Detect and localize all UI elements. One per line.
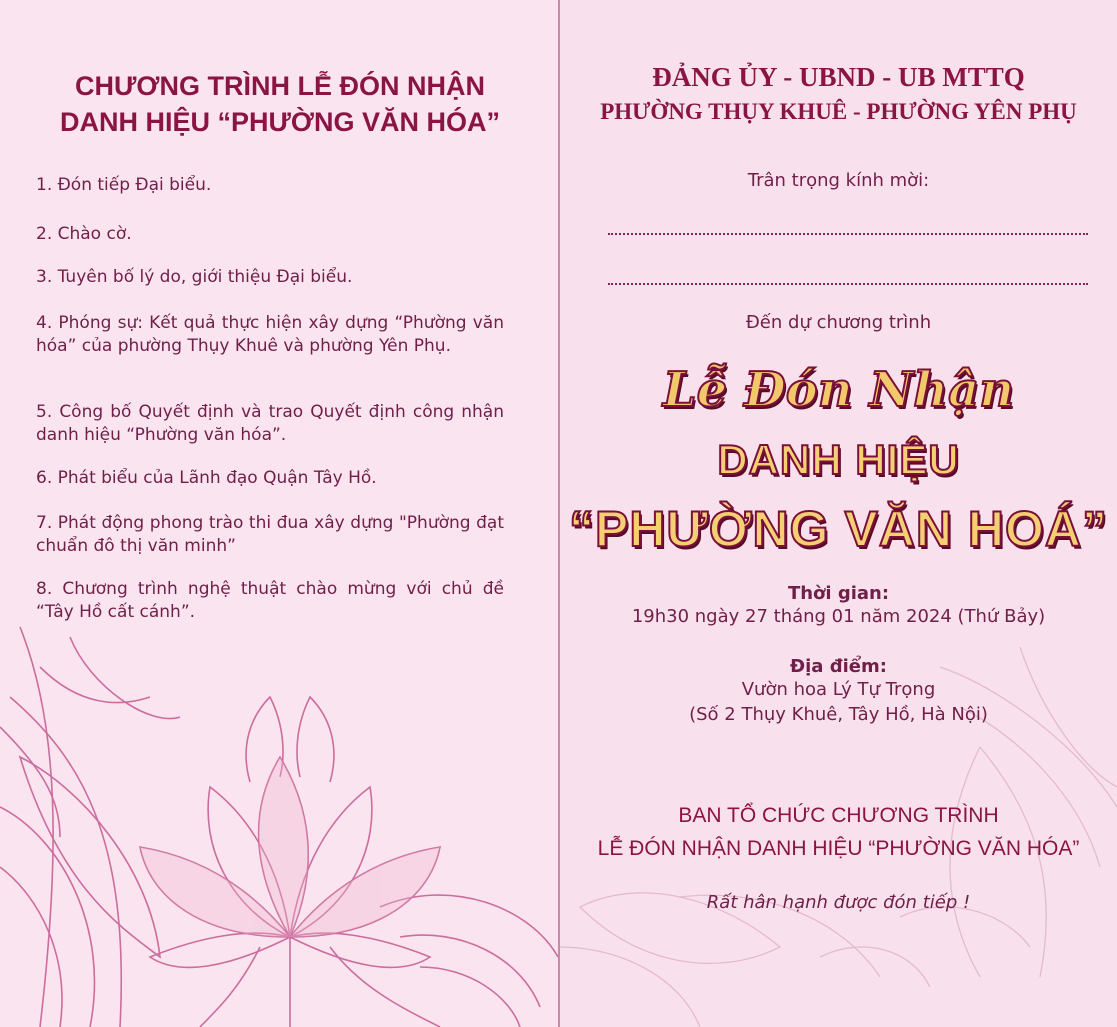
attend-text: Đến dự chương trình — [745, 312, 932, 333]
program-item: 7. Phát động phong trào thi đua xây dựng "Phường đạt chuẩn đô thị văn minh” — [36, 513, 504, 556]
guest-name-line — [608, 233, 1088, 235]
organizer-line2: LỄ ĐÓN NHẬN DANH HIỆU “PHƯỜNG VĂN HÓA” — [597, 837, 1080, 860]
place-label: Địa điểm: — [790, 656, 887, 677]
invitation-text: Trân trọng kính mời: — [747, 170, 930, 191]
program-item: 5. Công bố Quyết định và trao Quyết định công nhận danh hiệu “Phường văn hóa”. — [36, 402, 504, 445]
place-line2: (Số 2 Thụy Khuê, Tây Hồ, Hà Nội) — [689, 704, 988, 725]
time-label: Thời gian: — [787, 583, 890, 604]
closing-text: Rất hân hạnh được đón tiếp ! — [706, 892, 971, 913]
title-phuong-van-hoa: “PHƯỜNG VĂN HOÁ” — [568, 501, 1109, 557]
title-danh-hieu: DANH HIỆU — [717, 436, 960, 483]
program-title — [20, 68, 540, 140]
organizer-line1: BAN TỔ CHỨC CHƯƠNG TRÌNH — [678, 804, 999, 827]
organization-line1: ĐẢNG ỦY - UBND - UB MTTQ — [652, 62, 1025, 92]
program-title-line2: DANH HIỆU “PHƯỜNG VĂN HÓA” — [60, 107, 500, 137]
program-item: 8. Chương trình nghệ thuật chào mừng với chủ đề “Tây Hồ cất cánh”. — [36, 579, 504, 622]
left-panel — [0, 0, 558, 1027]
program-item: 1. Đón tiếp Đại biểu. — [36, 175, 212, 195]
time-value: 19h30 ngày 27 tháng 01 năm 2024 (Thứ Bảy) — [631, 606, 1046, 627]
program-item: 6. Phát biểu của Lãnh đạo Quận Tây Hồ. — [36, 468, 377, 488]
program-title-line1: CHƯƠNG TRÌNH LỄ ĐÓN NHẬN — [75, 71, 485, 101]
right-panel — [560, 0, 1117, 1027]
program-item: 3. Tuyên bố lý do, giới thiệu Đại biểu. — [36, 267, 353, 287]
program-item: 2. Chào cờ. — [36, 224, 132, 244]
lotus-illustration — [0, 607, 558, 1027]
guest-name-line — [608, 283, 1088, 285]
ceremony-script-title: Lễ Đón Nhận — [662, 362, 1015, 418]
place-line1: Vườn hoa Lý Tự Trọng — [741, 679, 936, 700]
organization-line2: PHƯỜNG THỤY KHUÊ - PHƯỜNG YÊN PHỤ — [600, 99, 1077, 124]
program-item: 4. Phóng sự: Kết quả thực hiện xây dựng “Phường văn hóa” của phường Thụy Khuê và phường Yên Phụ. — [36, 313, 504, 356]
